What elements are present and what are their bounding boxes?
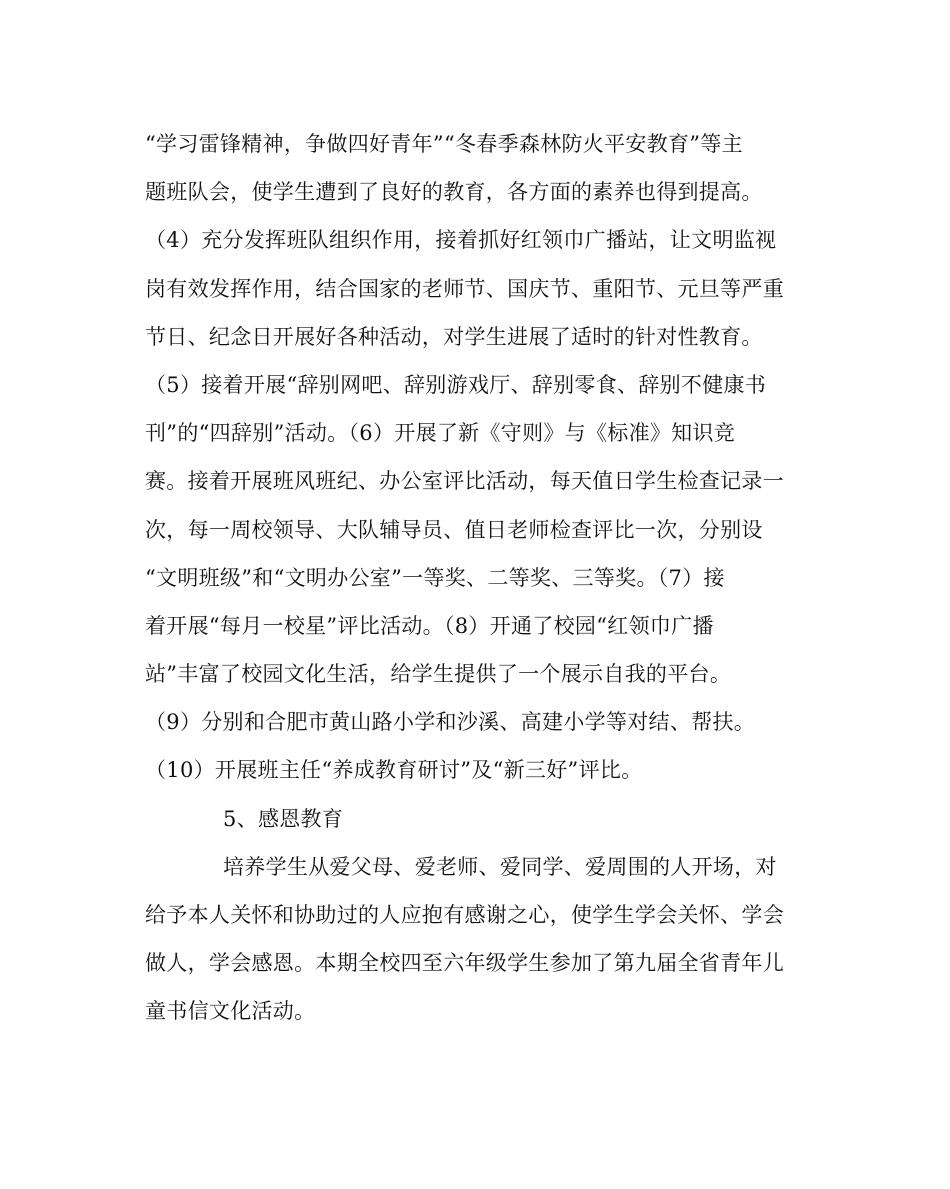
text-line: （10）开展班主任“养成教育研讨”及“新三好”评比。	[145, 758, 643, 783]
text-line: （9）分别和合肥市黄山路小学和沙溪、高建小学等对结、帮扶。	[145, 710, 756, 735]
text-line: 做人，学会感恩。本期全校四至六年级学生参加了第九届全省青年儿	[145, 951, 784, 976]
text-line: 站”丰富了校园文化生活，给学生提供了一个展示自我的平台。	[145, 662, 732, 687]
section-heading: 5、感恩教育	[223, 806, 344, 831]
text-line: 培养学生从爱父母、爱老师、爱同学、爱周围的人开场，对	[223, 854, 777, 879]
text-line: “文明班级”和“文明办公室”一等奖、二等奖、三等奖。（7）接	[145, 565, 725, 590]
text-line: 节日、纪念日开展好各种活动，对学生进展了适时的针对性教育。	[145, 324, 763, 349]
text-line: 赛。接着开展班风班纪、办公室评比活动，每天值日学生检查记录一	[145, 469, 784, 494]
text-line: （4）充分发挥班队组织作用，接着抓好红领巾广播站，让文明监视	[145, 228, 777, 253]
text-line: （5）接着开展“辞别网吧、辞别游戏厅、辞别零食、辞别不健康书	[145, 372, 767, 397]
text-line: 着开展“每月一校星”评比活动。（8）开通了校园“红领巾广播	[145, 613, 714, 638]
text-line: 次，每一周校领导、大队辅导员、值日老师检查评比一次，分别设	[145, 517, 763, 542]
text-line: 童书信文化活动。	[145, 999, 316, 1024]
text-line: 岗有效发挥作用，结合国家的老师节、国庆节、重阳节、元旦等严重	[145, 276, 784, 301]
text-line: 题班队会，使学生遭到了良好的教育，各方面的素养也得到提高。	[145, 180, 763, 205]
document-body	[145, 120, 815, 1036]
text-line: “学习雷锋精神，争做四好青年”“冬春季森林防火平安教育”等主	[145, 132, 743, 156]
text-line: 刊”的“四辞别”活动。（6）开展了新《守则》与《标准》知识竞	[145, 421, 736, 446]
text-line: 给予本人关怀和协助过的人应抱有感谢之心，使学生学会关怀、学会	[145, 903, 784, 927]
